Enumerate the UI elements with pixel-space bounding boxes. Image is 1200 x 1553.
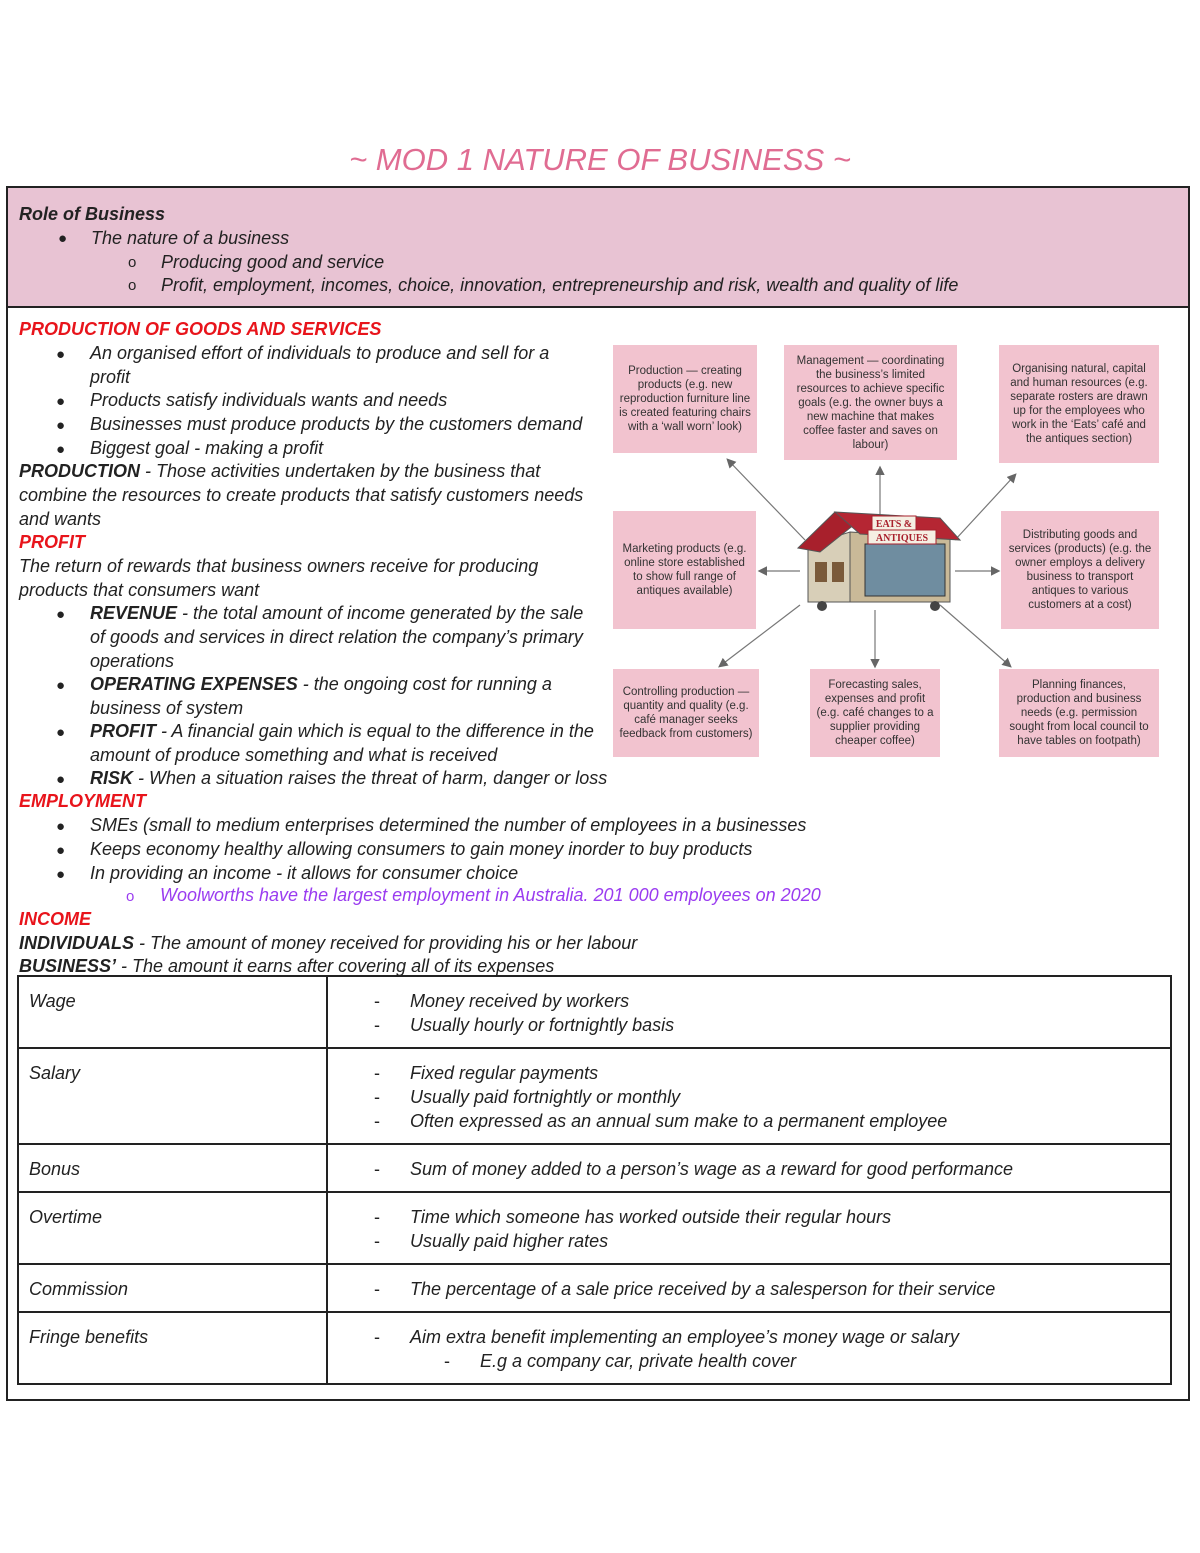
bullet-icon: ● bbox=[56, 393, 66, 410]
table-desc-line: Fixed regular payments bbox=[410, 1063, 599, 1083]
income-business bbox=[19, 956, 554, 977]
risk-term: RISK bbox=[90, 768, 134, 788]
production-heading: PRODUCTION OF GOODS AND SERVICES bbox=[19, 319, 382, 339]
employment-heading: EMPLOYMENT bbox=[19, 791, 147, 811]
bullet-icon: ● bbox=[56, 724, 66, 741]
bullet-icon: ● bbox=[58, 230, 68, 247]
bullet-icon: ● bbox=[56, 818, 66, 835]
table-desc-line: Usually paid higher rates bbox=[410, 1231, 609, 1251]
revenue-line1 bbox=[90, 603, 583, 624]
production-def-line3: and wants bbox=[19, 509, 102, 529]
role-sub1: Producing good and service bbox=[161, 252, 385, 272]
sign-bottom: ANTIQUES bbox=[875, 533, 929, 544]
bullet-icon: ● bbox=[56, 606, 66, 623]
income-individuals bbox=[19, 933, 637, 954]
business-term: BUSINESS’ bbox=[19, 956, 117, 976]
table-desc-line: Usually hourly or fortnightly basis bbox=[410, 1015, 675, 1035]
bullet-icon: ● bbox=[56, 441, 66, 458]
income-heading: INCOME bbox=[19, 909, 91, 929]
profit-def-line2: amount of produce something and what is received bbox=[90, 745, 498, 765]
page-title: ~ MOD 1 NATURE OF BUSINESS ~ bbox=[349, 142, 851, 177]
production-def-line1 bbox=[19, 461, 540, 482]
profit-line1: The return of rewards that business owners receive for producing bbox=[19, 556, 539, 576]
profit-def: - A financial gain which is equal to the difference in the bbox=[156, 721, 594, 741]
role-bullet: The nature of a business bbox=[91, 228, 290, 248]
profit-def-line1 bbox=[90, 721, 594, 742]
production-def: - Those activities undertaken by the business that bbox=[140, 461, 541, 481]
table-term-cell: Commission bbox=[18, 1264, 327, 1312]
diagram-box-planning: Planning finances, production and business needs (e.g. permission sought from local council to have tables on footpath) bbox=[999, 669, 1159, 757]
opex-line1 bbox=[90, 674, 552, 695]
table-desc-cell: - Money received by workers - Usually hourly or fortnightly basis bbox=[327, 976, 1171, 1048]
business-activities-diagram bbox=[610, 340, 1165, 770]
arrow-planning bbox=[940, 605, 1010, 666]
production-b1b: profit bbox=[90, 367, 131, 387]
bullet-icon: ● bbox=[56, 677, 66, 694]
business-def: - The amount it earns after covering all of its expenses bbox=[116, 956, 555, 976]
production-term: PRODUCTION bbox=[19, 461, 140, 481]
bullet-icon: ● bbox=[56, 346, 66, 363]
table-term-cell: Fringe benefits bbox=[18, 1312, 327, 1384]
table-row bbox=[18, 1144, 1171, 1192]
table-desc-cell: - The percentage of a sale price received by a salesperson for their service bbox=[327, 1264, 1171, 1312]
production-b1a: An organised effort of individuals to produce and sell for a bbox=[90, 343, 550, 363]
table-row bbox=[18, 976, 1171, 1048]
table-row bbox=[18, 1264, 1171, 1312]
revenue-line3: operations bbox=[90, 651, 175, 671]
table-desc-subline: E.g a company car, private health cover bbox=[480, 1351, 797, 1371]
diagram-box-marketing: Marketing products (e.g. online store established to show full range of antiques available) bbox=[613, 511, 756, 629]
profit-term: PROFIT bbox=[90, 721, 156, 741]
bullet-icon: ● bbox=[56, 771, 66, 788]
table-desc-cell: - Aim extra benefit implementing an employee’s money wage or salary - E.g a company car, private health cover bbox=[327, 1312, 1171, 1384]
production-b2: Products satisfy individuals wants and needs bbox=[90, 390, 448, 410]
employment-b3: In providing an income - it allows for consumer choice bbox=[90, 863, 519, 883]
sign-top: EATS & bbox=[875, 519, 913, 530]
opex-line2: business of system bbox=[90, 698, 244, 718]
profit-line2: products that consumers want bbox=[19, 580, 260, 600]
circle-bullet-icon: o bbox=[126, 888, 135, 905]
production-def-line2: combine the resources to create products that satisfy customers needs bbox=[19, 485, 584, 505]
production-b3: Businesses must produce products by the customers demand bbox=[90, 414, 583, 434]
bullet-icon: ● bbox=[56, 866, 66, 883]
table-desc-cell: - Sum of money added to a person’s wage as a reward for good performance bbox=[327, 1144, 1171, 1192]
table-desc-cell: - Fixed regular payments - Usually paid fortnightly or monthly - Often expressed as an annual sum make to a permanent employee bbox=[327, 1048, 1171, 1144]
diagram-box-management: Management — coordinating the business’s limited resources to achieve specific goals (e.g. the owner buys a new machine that makes coffee faster and saves on labour) bbox=[784, 345, 957, 460]
role-sub2: Profit, employment, incomes, choice, innovation, entrepreneurship and risk, wealth and quality of life bbox=[161, 275, 959, 295]
circle-bullet-icon: o bbox=[128, 254, 137, 271]
income-types-table bbox=[17, 975, 1172, 1385]
role-of-business-section bbox=[8, 188, 1188, 308]
table-desc-line: Aim extra benefit implementing an employee’s money wage or salary bbox=[410, 1327, 959, 1347]
diagram-box-controlling: Controlling production — quantity and quality (e.g. café manager seeks feedback from customers) bbox=[613, 669, 759, 757]
table-desc-cell: - Time which someone has worked outside their regular hours - Usually paid higher rates bbox=[327, 1192, 1171, 1264]
revenue-line2: of goods and services in direct relation the company’s primary bbox=[90, 627, 583, 647]
table-term-cell: Overtime bbox=[18, 1192, 327, 1264]
risk-line bbox=[90, 768, 607, 789]
table-row bbox=[18, 1312, 1171, 1384]
revenue-term: REVENUE bbox=[90, 603, 178, 623]
table-desc-line: Money received by workers bbox=[410, 991, 630, 1011]
table-desc-line: Time which someone has worked outside their regular hours bbox=[410, 1207, 892, 1227]
production-b4: Biggest goal - making a profit bbox=[90, 438, 324, 458]
table-desc-line: Often expressed as an annual sum make to a permanent employee bbox=[410, 1111, 948, 1131]
diagram-box-production: Production — creating products (e.g. new reproduction furniture line is created featuring chairs with a ‘wall worn’ look) bbox=[613, 345, 757, 453]
diagram-box-distributing: Distributing goods and services (products) (e.g. the owner employs a delivery business to transport antiques to various customers at a cost) bbox=[1001, 511, 1159, 629]
table-desc-line: Usually paid fortnightly or monthly bbox=[410, 1087, 681, 1107]
table-row bbox=[18, 1192, 1171, 1264]
bullet-icon: ● bbox=[56, 842, 66, 859]
table-desc-line: The percentage of a sale price received by a salesperson for their service bbox=[410, 1279, 996, 1299]
role-heading: Role of Business bbox=[19, 204, 166, 224]
table-term-cell: Bonus bbox=[18, 1144, 327, 1192]
table-desc-line: Sum of money added to a person’s wage as a reward for good performance bbox=[410, 1159, 1014, 1179]
individuals-def: - The amount of money received for providing his or her labour bbox=[134, 933, 638, 953]
individuals-term: INDIVIDUALS bbox=[19, 933, 135, 953]
profit-heading: PROFIT bbox=[19, 532, 85, 552]
opex-term: OPERATING EXPENSES bbox=[90, 674, 298, 694]
bullet-icon: ● bbox=[56, 417, 66, 434]
diagram-box-organising: Organising natural, capital and human resources (e.g. separate rosters are drawn up for the employees who work in the ‘Eats’ café and the antiques section) bbox=[999, 345, 1159, 463]
employment-b2: Keeps economy healthy allowing consumers to gain money inorder to buy products bbox=[90, 839, 753, 859]
table-term-cell: Salary bbox=[18, 1048, 327, 1144]
circle-bullet-icon: o bbox=[128, 277, 137, 294]
table-row bbox=[18, 1048, 1171, 1144]
employment-b1: SMEs (small to medium enterprises determined the number of employees in a businesses bbox=[90, 815, 807, 835]
employment-sub1: Woolworths have the largest employment in Australia. 201 000 employees on 2020 bbox=[160, 885, 821, 905]
risk-def: - When a situation raises the threat of harm, danger or loss bbox=[133, 768, 608, 788]
diagram-box-forecasting: Forecasting sales, expenses and profit (e.g. café changes to a supplier providing cheaper coffee) bbox=[810, 669, 940, 757]
revenue-def: - the total amount of income generated by the sale bbox=[177, 603, 584, 623]
table-term-cell: Wage bbox=[18, 976, 327, 1048]
opex-def: - the ongoing cost for running a bbox=[297, 674, 552, 694]
